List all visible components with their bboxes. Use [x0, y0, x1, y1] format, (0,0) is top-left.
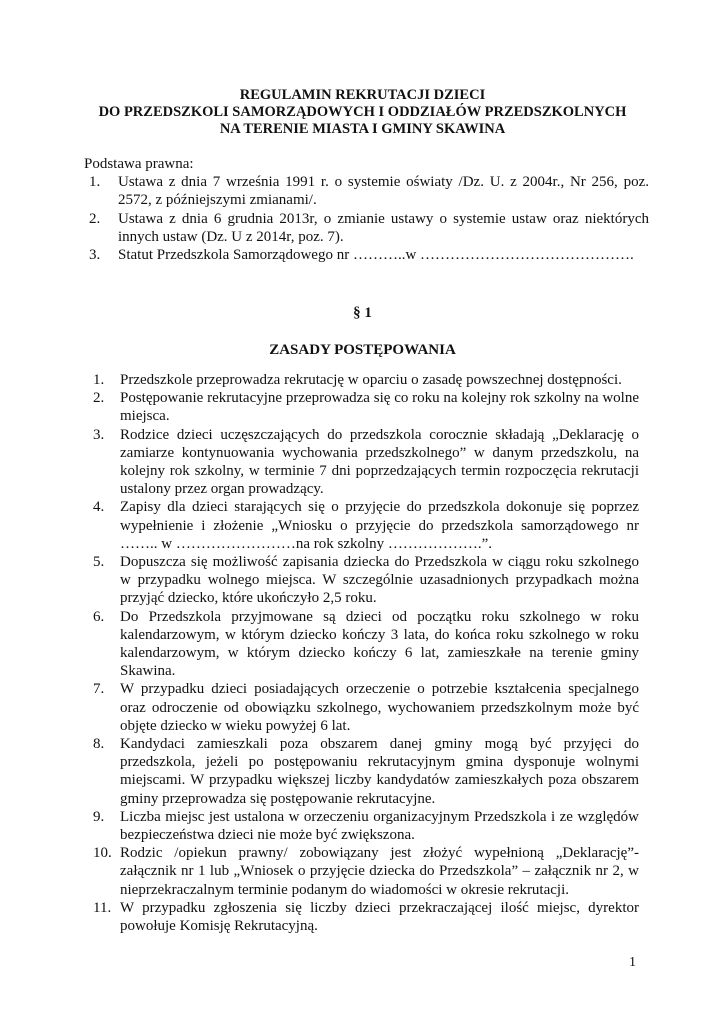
list-text: Rodzice dzieci uczęszczających do przedszkola corocznie składają „Deklarację o zamiarze kontynuowania wychowania przedszkolnego” w danym przedszkolu, na kolejny rok szkolny, w terminie 7 dni poprzedzających termin rozpoczęcia rekrutacji ustalony przez organ prowadzący. [120, 426, 639, 498]
rule-item [93, 899, 639, 935]
list-number: 9. [93, 808, 105, 825]
title-line-2: DO PRZEDSZKOLI SAMORZĄDOWYCH I ODDZIAŁÓW PRZEDSZKOLNYCH [98, 104, 627, 120]
list-number: 5. [93, 554, 105, 571]
list-number: 6. [93, 608, 105, 625]
legal-basis-item [89, 210, 649, 246]
rule-item [93, 553, 639, 608]
legal-basis-label: Podstawa prawna: [84, 156, 194, 172]
list-number: 8. [93, 736, 105, 753]
list-text: Do Przedszkola przyjmowane są dzieci od początku roku szkolnego w roku kalendarzowym, w którym dziecko kończy 3 lata, do końca roku szkolnego w roku kalendarzowym, w którym dziecko kończy 6 lat, zamieszkałe na terenie gminy Skawina. [120, 608, 639, 680]
rules-list [93, 371, 639, 935]
legal-basis-item [89, 246, 649, 264]
list-number: 2. [89, 210, 101, 227]
legal-basis [84, 155, 649, 264]
title-line-1: REGULAMIN REKRUTACJI DZIECI [239, 87, 486, 103]
rule-item [93, 808, 639, 844]
rule-item [93, 680, 639, 735]
list-text: Postępowanie rekrutacyjne przeprowadza się co roku na kolejny rok szkolny na wolne miejsca. [120, 390, 639, 425]
rule-item [93, 389, 639, 425]
list-text: Kandydaci zamieszkali poza obszarem danej gminy mogą być przyjęci do przedszkola, jeżeli po postępowaniu rekrutacyjnym gmina dysponuje wolnymi miejscami. W przypadku większej liczby kandydatów zamieszkałych poza obszarem gminy przeprowadza się postępowanie rekrutacyjne. [120, 736, 639, 807]
document-title [60, 87, 665, 138]
list-number: 2. [93, 390, 105, 407]
rules-list-container [93, 371, 639, 935]
list-text: Statut Przedszkola Samorządowego nr ………..w ……………………………………. [118, 247, 634, 264]
list-number: 10. [93, 845, 112, 862]
list-text: Liczba miejsc jest ustalona w orzeczeniu organizacyjnym Przedszkola i ze względów bezpieczeństwa dzieci nie może być zwiększona. [120, 808, 639, 844]
rule-item [93, 844, 639, 899]
list-text: W przypadku dzieci posiadających orzeczenie o potrzebie kształcenia specjalnego oraz odroczenie od obowiązku szkolnego, wychowaniem przedszkolnym może być objęte dziecko w wieku powyżej 6 lat. [120, 681, 639, 734]
list-number: 4. [93, 499, 105, 516]
list-text: Ustawa z dnia 6 grudnia 2013r, o zmianie ustawy o systemie ustaw oraz niektórych innych ustaw (Dz. U z 2014r, poz. 7). [118, 210, 649, 245]
section-title: ZASADY POSTĘPOWANIA [269, 342, 456, 358]
rule-item [93, 608, 639, 681]
rule-item [93, 498, 639, 553]
list-text: W przypadku zgłoszenia się liczby dzieci przekraczającej ilość miejsc, dyrektor powołuje Komisję Rekrutacyjną. [120, 899, 639, 935]
list-number: 1. [89, 174, 101, 191]
section-number: § 1 [353, 305, 372, 321]
legal-basis-list [89, 173, 649, 264]
list-text: Zapisy dla dzieci starających się o przyjęcie do przedszkola dokonuje się poprzez wypełnienie i złożenie „Wniosku o przyjęcie do przedszkola samorządowego nr …….. w ……………………na rok szkolny ……………….”. [120, 499, 639, 552]
list-number: 7. [93, 681, 105, 698]
list-number: 3. [93, 426, 105, 443]
rule-item [93, 426, 639, 499]
rule-item [93, 735, 639, 808]
list-number: 3. [89, 247, 101, 264]
title-line-3: NA TERENIE MIASTA I GMINY SKAWINA [219, 121, 506, 137]
list-text: Dopuszcza się możliwość zapisania dziecka do Przedszkola w ciągu roku szkolnego w przypadku wolnego miejsca. W szczególnie uzasadnionych przypadkach można przyjąć dziecko, które ukończyło 2,5 roku. [120, 554, 639, 607]
page-number: 1 [629, 955, 636, 970]
rule-item [93, 371, 639, 389]
list-text: Rodzic /opiekun prawny/ zobowiązany jest złożyć wypełnioną „Deklarację”- załącznik nr 1 lub „Wniosek o przyjęcie dziecka do Przedszkola” – załącznik nr 2, w nieprzekraczalnym terminie podanym do wiadomości w okresie rekrutacji. [120, 845, 639, 898]
list-text: Ustawa z dnia 7 września 1991 r. o systemie oświaty /Dz. U. z 2004r., Nr 256, poz. 2572, z późniejszymi zmianami/. [118, 174, 649, 209]
list-number: 1. [93, 372, 105, 388]
list-text: Przedszkole przeprowadza rekrutację w oparciu o zasadę powszechnej dostępności. [120, 372, 622, 388]
list-number: 11. [93, 899, 112, 916]
legal-basis-item [89, 173, 649, 209]
